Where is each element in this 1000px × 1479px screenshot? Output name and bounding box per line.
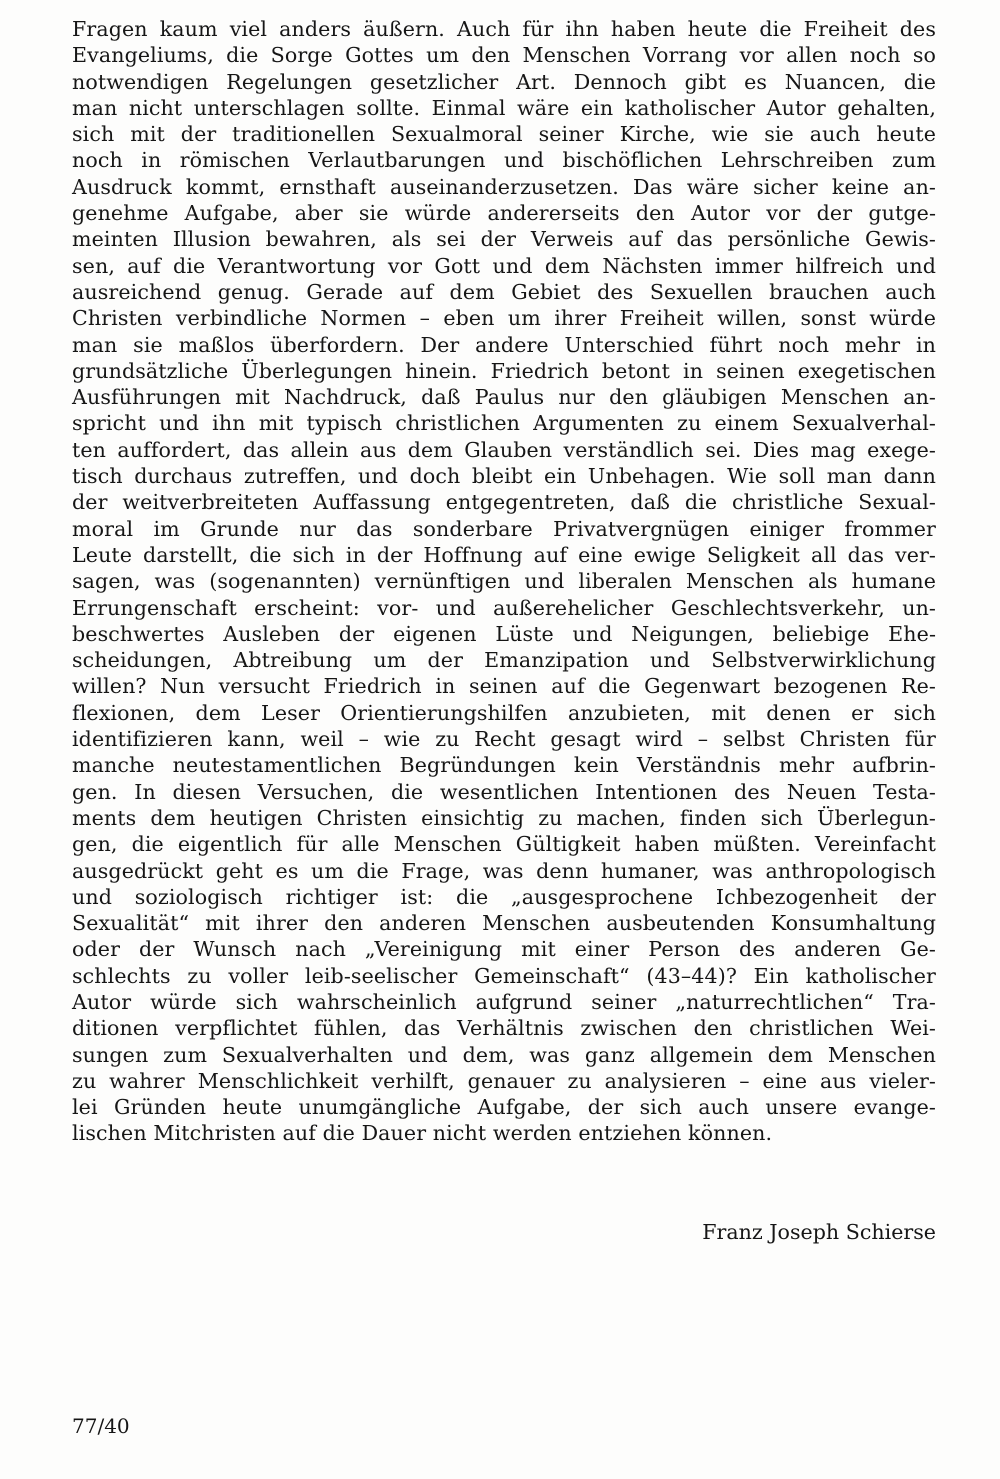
text-line: Evangeliums, die Sorge Gottes um den Menschen Vorrang vor allen noch so (72, 43, 936, 68)
text-line: ausgedrückt geht es um die Frage, was denn humaner, was anthropologisch (72, 858, 936, 883)
text-line: flexionen, dem Leser Orientierungshilfen anzubieten, mit denen er sich (72, 700, 936, 725)
text-line: Sexualität“ mit ihrer den anderen Menschen ausbeutenden Konsumhaltung (72, 911, 936, 936)
text-line: ten auffordert, das allein aus dem Glauben verständlich sei. Dies mag exege- (72, 437, 936, 462)
text-line: Fragen kaum viel anders äußern. Auch für ihn haben heute die Freiheit des (72, 17, 936, 41)
text-line: Ausführungen mit Nachdruck, daß Paulus nur den gläubigen Menschen an- (72, 385, 936, 410)
text-line: beschwertes Ausleben der eigenen Lüste und Neigungen, beliebige Ehe- (72, 621, 936, 646)
page-number: 77/40 (72, 1414, 130, 1438)
text-line: der weitverbreiteten Auffassung entgegentreten, daß die christliche Sexual- (72, 490, 936, 515)
text-line: Errungenschaft erscheint: vor- und außerehelicher Geschlechtsverkehr, un- (72, 595, 936, 620)
text-line: schlechts zu voller leib-seelischer Gemeinschaft“ (43–44)? Ein katholischer (72, 963, 936, 988)
text-line: willen? Nun versucht Friedrich in seinen auf die Gegenwart bezogenen Re- (72, 674, 936, 699)
body-text (72, 16, 936, 1147)
text-line: genehme Aufgabe, aber sie würde andererseits den Autor vor der gutge- (72, 201, 936, 226)
text-line: Ausdruck kommt, ernsthaft auseinanderzusetzen. Das wäre sicher keine an- (72, 174, 936, 199)
text-line: man nicht unterschlagen sollte. Einmal wäre ein katholischer Autor gehalten, (72, 95, 936, 120)
text-line: sich mit der traditionellen Sexualmoral seiner Kirche, wie sie auch heute (72, 122, 936, 147)
text-line: manche neutestamentlichen Begründungen kein Verständnis mehr aufbrin- (72, 753, 936, 778)
text-line: sen, auf die Verantwortung vor Gott und dem Nächsten immer hilfreich und (72, 253, 936, 278)
text-line: man sie maßlos überfordern. Der andere Unterschied führt noch mehr in (72, 332, 936, 357)
text-line: Christen verbindliche Normen – eben um ihrer Freiheit willen, sonst würde (72, 306, 936, 331)
text-line: ausreichend genug. Gerade auf dem Gebiet des Sexuellen brauchen auch (72, 279, 936, 304)
text-line: lei Gründen heute unumgängliche Aufgabe, der sich auch unsere evange- (72, 1095, 936, 1120)
text-line: sagen, was (sogenannten) vernünftigen und liberalen Menschen als humane (72, 569, 936, 594)
text-line: noch in römischen Verlautbarungen und bischöflichen Lehrschreiben zum (72, 148, 936, 173)
text-line: gen, die eigentlich für alle Menschen Gültigkeit haben müßten. Vereinfacht (72, 832, 936, 857)
text-line: Leute darstellt, die sich in der Hoffnung auf eine ewige Seligkeit all das ver- (72, 542, 936, 567)
text-line: Autor würde sich wahrscheinlich aufgrund seiner „naturrechtlichen“ Tra- (72, 989, 936, 1014)
text-line: zu wahrer Menschlichkeit verhilft, genauer zu analysieren – eine aus vieler- (72, 1068, 936, 1093)
text-line: und soziologisch richtiger ist: die „ausgesprochene Ichbezogenheit der (72, 884, 936, 909)
text-line: sungen zum Sexualverhalten und dem, was ganz allgemein dem Menschen (72, 1042, 936, 1067)
text-line: meinten Illusion bewahren, als sei der Verweis auf das persönliche Gewis- (72, 227, 936, 252)
author-signature: Franz Joseph Schierse (702, 1220, 936, 1244)
text-line: gen. In diesen Versuchen, die wesentlichen Intentionen des Neuen Testa- (72, 779, 936, 804)
text-line: ditionen verpflichtet fühlen, das Verhältnis zwischen den christlichen Wei- (72, 1016, 936, 1041)
text-line: ments dem heutigen Christen einsichtig zu machen, finden sich Überlegun- (72, 805, 936, 830)
text-line: moral im Grunde nur das sonderbare Privatvergnügen einiger frommer (72, 516, 936, 541)
text-line: scheidungen, Abtreibung um der Emanzipation und Selbstverwirklichung (72, 648, 936, 673)
text-line: tisch durchaus zutreffen, und doch bleibt ein Unbehagen. Wie soll man dann (72, 464, 936, 489)
text-line: notwendigen Regelungen gesetzlicher Art. Dennoch gibt es Nuancen, die (72, 69, 936, 94)
text-line: spricht und ihn mit typisch christlichen Argumenten zu einem Sexualverhal- (72, 411, 936, 436)
text-line: oder der Wunsch nach „Vereinigung mit einer Person des anderen Ge- (72, 937, 936, 962)
text-line: lischen Mitchristen auf die Dauer nicht werden entziehen können. (72, 1121, 773, 1146)
text-line: grundsätzliche Überlegungen hinein. Friedrich betont in seinen exegetischen (72, 358, 936, 383)
text-line: identifizieren kann, weil – wie zu Recht gesagt wird – selbst Christen für (72, 727, 936, 752)
